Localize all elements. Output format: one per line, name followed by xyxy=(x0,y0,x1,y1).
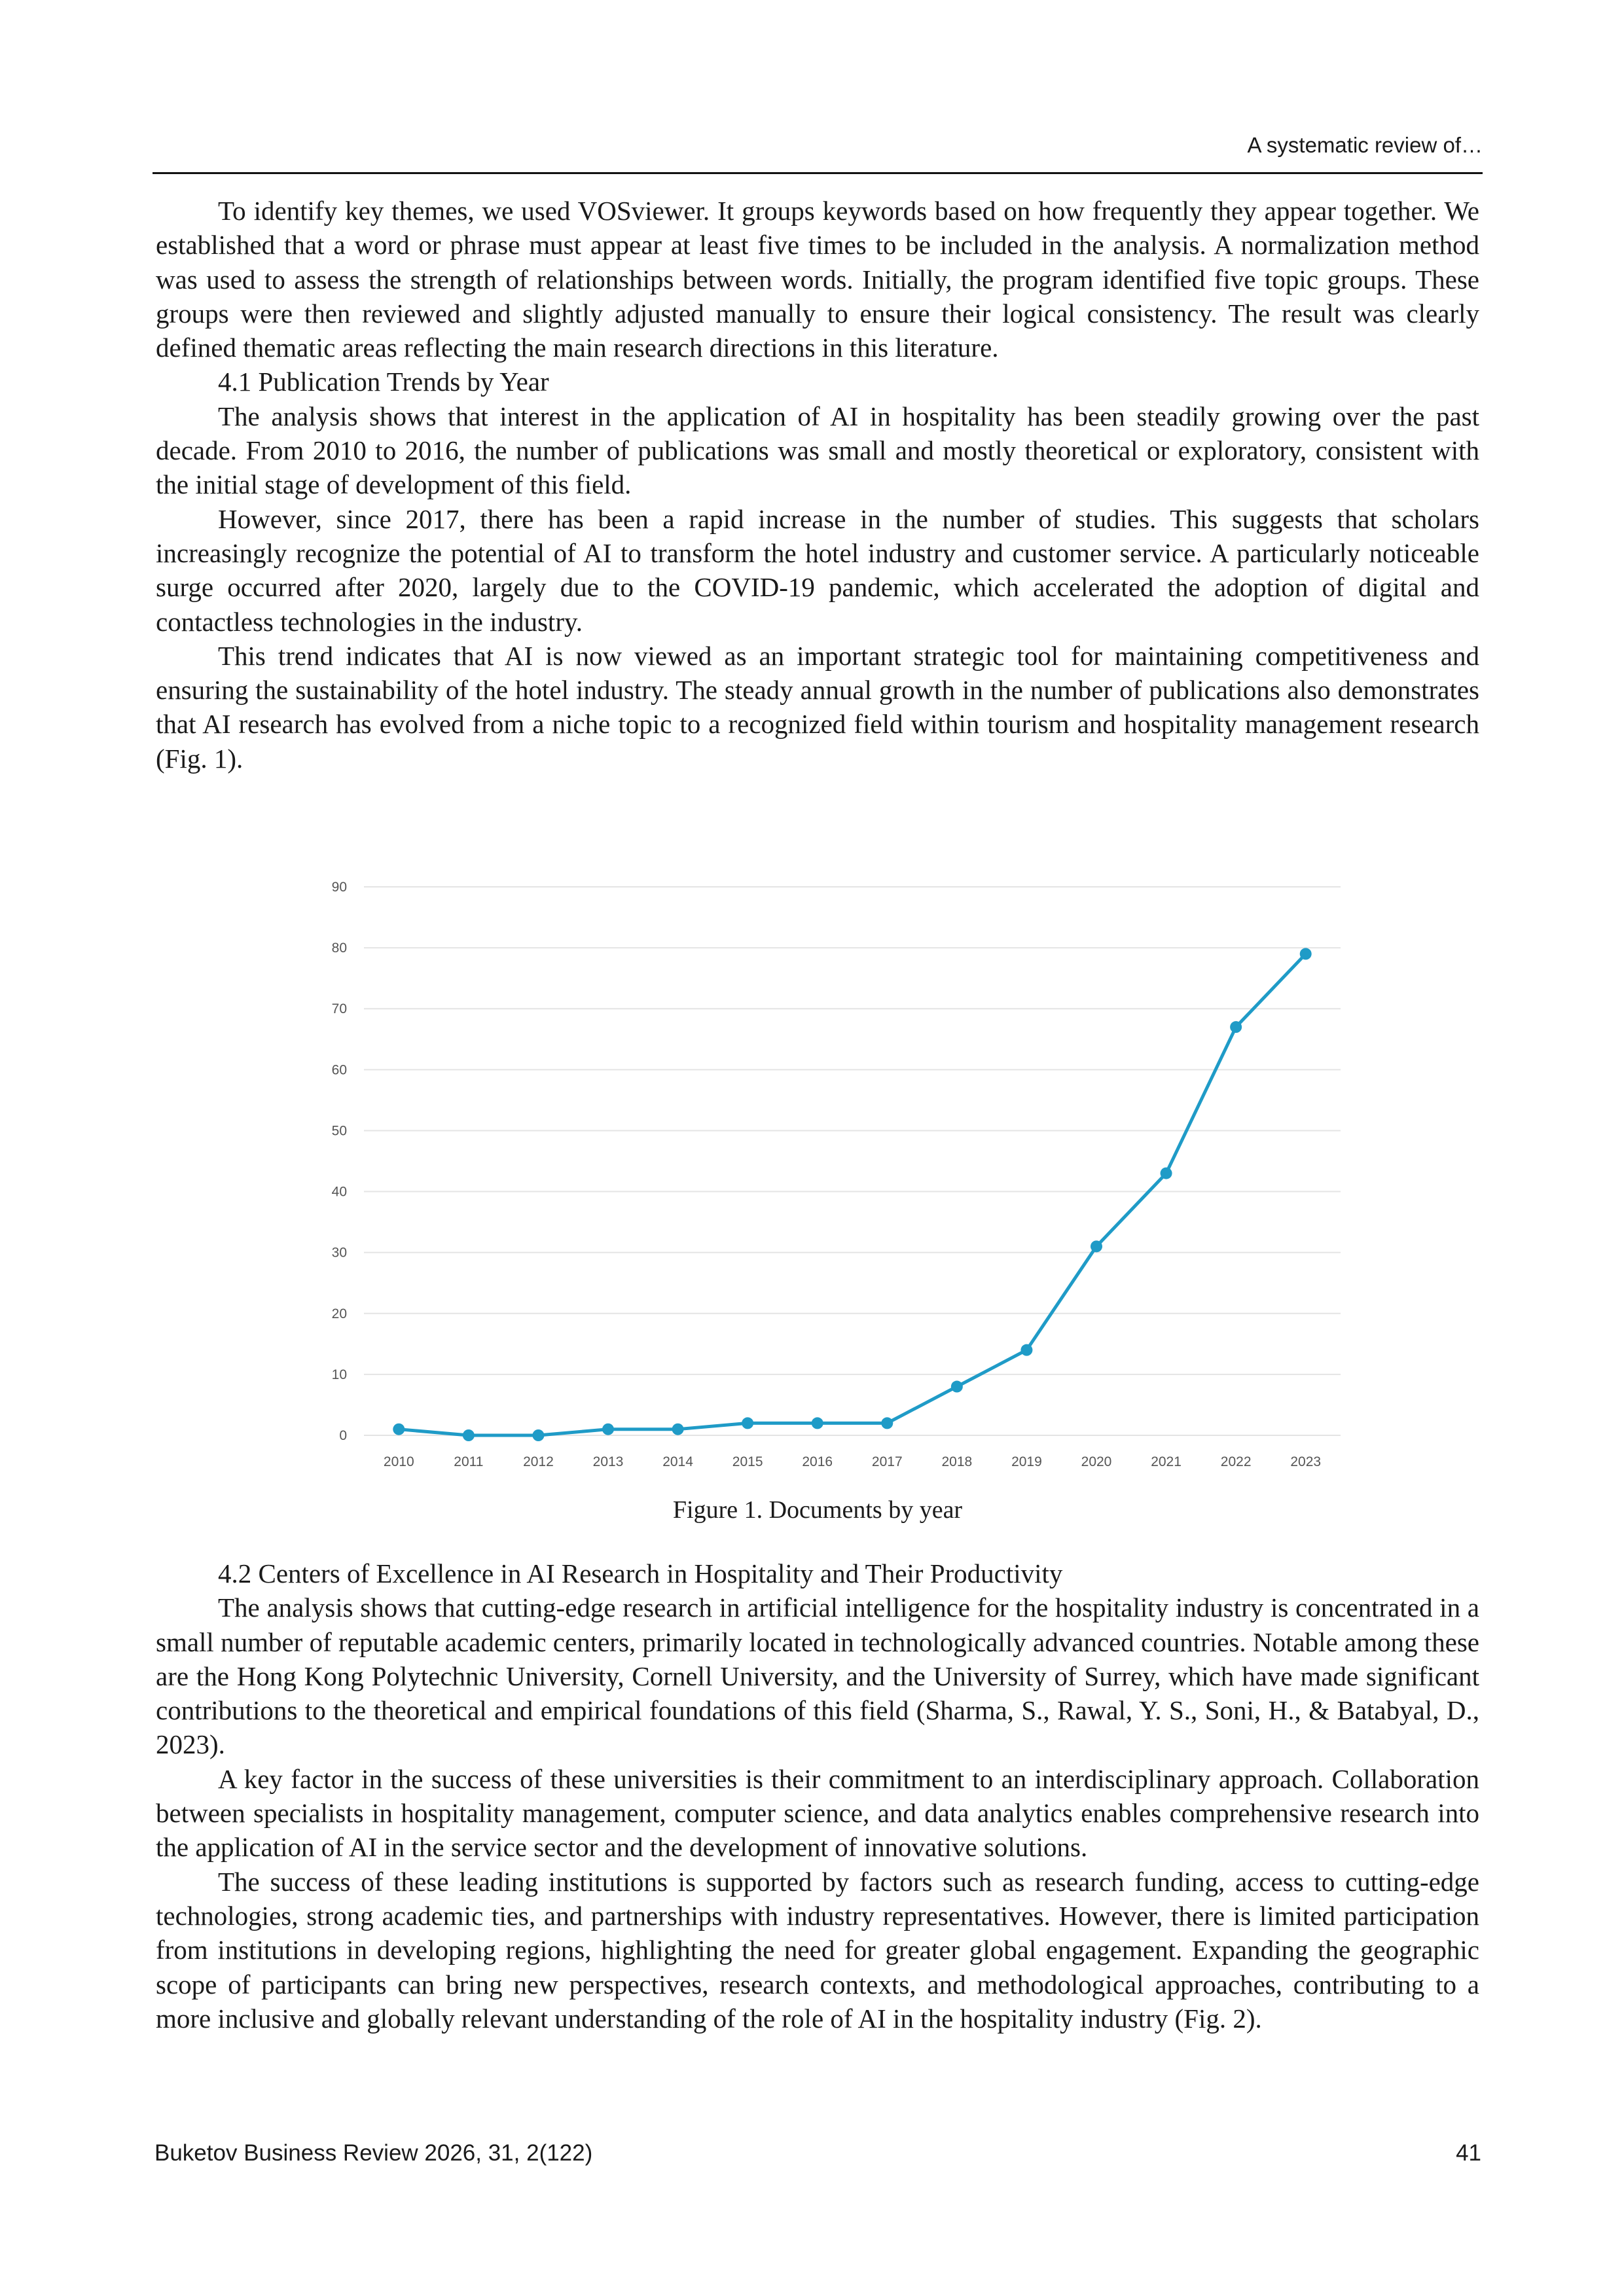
data-point-2013 xyxy=(602,1424,614,1435)
data-point-2010 xyxy=(393,1424,405,1435)
y-tick-label: 30 xyxy=(331,1245,347,1261)
chart-gridlines xyxy=(364,887,1341,1435)
paragraph-3: However, since 2017, there has been a rapid increase in the number of studies. This suggests that scholars increasingly recognize the potential of AI to transform the hotel industry and customer service. A particularly noticeable surge occurred after 2020, largely due to the COVID-19 pandemic, which accelerated the adoption of digital and contactless technologies in the industry. xyxy=(156,503,1479,637)
running-title: A systematic review of… xyxy=(1247,133,1483,157)
y-tick-label: 80 xyxy=(331,941,347,956)
y-tick-label: 70 xyxy=(331,1001,347,1017)
data-point-2021 xyxy=(1161,1168,1172,1179)
data-point-2020 xyxy=(1091,1240,1102,1252)
series-line xyxy=(399,954,1305,1435)
documents-by-year-chart xyxy=(301,851,1348,1479)
body-text-top xyxy=(156,194,1479,776)
x-tick-label: 2012 xyxy=(523,1454,554,1469)
paragraph-4: This trend indicates that AI is now viewed as an important strategic tool for maintaining competitiveness and ensuring the sustainability of the hotel industry. The steady annual growth in the number of publications also demonstrates that AI research has evolved from a niche topic to a recognized field within tourism and hospitality management research (Fig. 1). xyxy=(156,640,1479,774)
page-number: 41 xyxy=(1456,2140,1481,2166)
x-tick-label: 2017 xyxy=(871,1454,903,1469)
x-tick-label: 2016 xyxy=(802,1454,833,1469)
x-tick-label: 2018 xyxy=(941,1454,973,1469)
paragraph-1: To identify key themes, we used VOSviewer. It groups keywords based on how frequently they appear together. We established that a word or phrase must appear at least five times to be included in the analysis. A normalization method was used to assess the strength of relationships between words. Initially, the program identified five topic groups. These groups were then reviewed and slightly adjusted manually to ensure their logical consistency. The result was clearly defined thematic areas reflecting the main research directions in this literature. xyxy=(156,196,1479,363)
data-point-2015 xyxy=(742,1417,753,1429)
figure-1-chart xyxy=(301,851,1348,1479)
y-tick-label: 0 xyxy=(339,1428,347,1443)
paragraph-7: The success of these leading institutions is supported by factors such as research funding, access to cutting-edge technologies, strong academic ties, and partnerships with industry representatives. However, there is limited participation from institutions in developing regions, highlighting the need for greater global engagement. Expanding the geographic scope of participants can bring new perspectives, research contexts, and methodological approaches, contributing to a more inclusive and globally relevant understanding of the role of AI in the hospitality industry (Fig. 2). xyxy=(156,1866,1479,2034)
series-points xyxy=(393,948,1311,1441)
data-point-2017 xyxy=(881,1417,893,1429)
y-axis-tick-labels xyxy=(332,880,347,1443)
y-tick-label: 60 xyxy=(331,1062,347,1078)
body-text-bottom xyxy=(156,1556,1479,2036)
data-point-2012 xyxy=(532,1429,544,1441)
paragraph-6: A key factor in the success of these universities is their commitment to an interdisciplinary approach. Collaboration between specialists in hospitality management, computer science, and data analytics enables comprehensive research into the application of AI in the service sector and the development of innovative solutions. xyxy=(156,1763,1479,1863)
data-point-2011 xyxy=(463,1429,475,1441)
y-tick-label: 20 xyxy=(331,1306,347,1321)
section-heading-4-1: 4.1 Publication Trends by Year xyxy=(218,367,549,397)
journal-footer: Buketov Business Review 2026, 31, 2(122) xyxy=(154,2140,593,2166)
data-point-2016 xyxy=(812,1417,823,1429)
x-tick-label: 2022 xyxy=(1220,1454,1252,1469)
x-tick-label: 2015 xyxy=(732,1454,763,1469)
x-axis-tick-labels xyxy=(384,1454,1321,1469)
data-point-2022 xyxy=(1230,1021,1242,1033)
data-point-2014 xyxy=(672,1424,684,1435)
header-rule xyxy=(153,172,1483,174)
x-tick-label: 2019 xyxy=(1011,1454,1042,1469)
section-heading-4-2: 4.2 Centers of Excellence in AI Research in Hospitality and Their Productivity xyxy=(218,1558,1063,1588)
y-tick-label: 50 xyxy=(331,1123,347,1139)
data-point-2023 xyxy=(1300,948,1312,960)
x-tick-label: 2010 xyxy=(383,1454,414,1469)
data-point-2019 xyxy=(1020,1344,1032,1356)
x-tick-label: 2020 xyxy=(1081,1454,1112,1469)
paragraph-2: The analysis shows that interest in the application of AI in hospitality has been steadily growing over the past decade. From 2010 to 2016, the number of publications was small and mostly theoretical or exploratory, consistent with the initial stage of development of this field. xyxy=(156,401,1479,500)
x-tick-label: 2013 xyxy=(592,1454,624,1469)
figure-caption: Figure 1. Documents by year xyxy=(672,1496,963,1524)
y-tick-label: 10 xyxy=(331,1367,347,1382)
data-point-2018 xyxy=(951,1381,963,1393)
y-tick-label: 90 xyxy=(331,880,347,895)
x-tick-label: 2011 xyxy=(454,1454,484,1469)
x-tick-label: 2021 xyxy=(1151,1454,1182,1469)
x-tick-label: 2014 xyxy=(662,1454,693,1469)
x-tick-label: 2023 xyxy=(1290,1454,1322,1469)
paragraph-5: The analysis shows that cutting-edge research in artificial intelligence for the hospitality industry is concentrated in a small number of reputable academic centers, primarily located in technologically advanced countries. Notable among these are the Hong Kong Polytechnic University, Cornell University, and the University of Surrey, which have made significant contributions to the theoretical and empirical foundations of this field (Sharma, S., Rawal, Y. S., Soni, H., & Batabyal, D., 2023). xyxy=(156,1592,1479,1760)
y-tick-label: 40 xyxy=(331,1184,347,1200)
